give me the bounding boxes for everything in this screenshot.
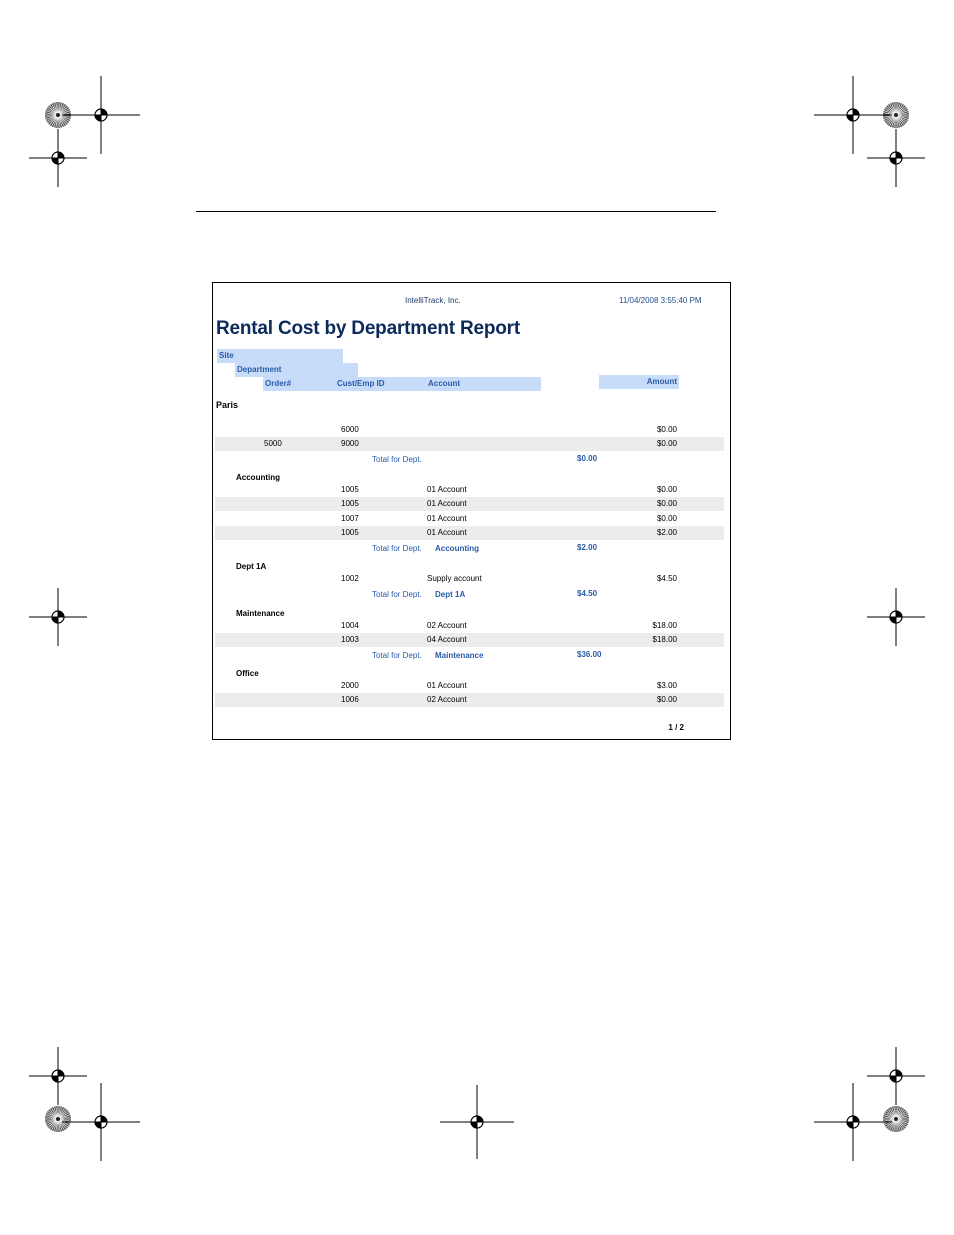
- cust-emp-id-cell: 2000: [341, 681, 359, 690]
- table-row: [215, 693, 724, 707]
- table-row: [215, 679, 724, 693]
- cust-emp-id-cell: 1005: [341, 499, 359, 508]
- header-rule: [196, 211, 716, 212]
- table-row: [215, 619, 724, 633]
- header-cust-emp-id: Cust/Emp ID: [335, 377, 426, 391]
- amount-cell: $0.00: [656, 499, 677, 508]
- cust-emp-id-cell: 9000: [341, 439, 359, 448]
- page-number: 1 / 2: [668, 723, 684, 732]
- total-amount: $0.00: [577, 454, 598, 463]
- registration-crosshair-icon: [62, 1083, 140, 1161]
- site-name: Paris: [216, 400, 239, 410]
- account-cell: 01 Account: [427, 528, 467, 537]
- amount-cell: $4.50: [656, 574, 677, 583]
- header-order: Order#: [263, 377, 335, 391]
- cust-emp-id-cell: 1005: [341, 485, 359, 494]
- total-amount: $36.00: [577, 650, 602, 659]
- report-title: Rental Cost by Department Report: [216, 318, 520, 339]
- total-label: Total for Dept.: [372, 544, 422, 553]
- registration-crosshair-icon: [440, 1085, 514, 1159]
- table-row: [215, 437, 724, 451]
- table-row: [215, 497, 724, 511]
- account-cell: 01 Account: [427, 514, 467, 523]
- total-dept-name: Dept 1A: [435, 590, 466, 599]
- header-amount: Amount: [599, 375, 679, 389]
- total-dept-name: Maintenance: [435, 651, 484, 660]
- amount-cell: $2.00: [656, 528, 677, 537]
- table-row: [215, 512, 724, 526]
- table-row: [215, 483, 724, 497]
- account-cell: 04 Account: [427, 635, 467, 644]
- amount-cell: $3.00: [656, 681, 677, 690]
- account-cell: 01 Account: [427, 681, 467, 690]
- cust-emp-id-cell: 1006: [341, 695, 359, 704]
- cust-emp-id-cell: 1004: [341, 621, 359, 630]
- account-cell: 01 Account: [427, 499, 467, 508]
- registration-crosshair-icon: [29, 129, 87, 187]
- registration-crosshair-icon: [814, 1083, 892, 1161]
- table-row: [215, 633, 724, 647]
- company-name: IntelliTrack, Inc.: [405, 296, 461, 305]
- cust-emp-id-cell: 1007: [341, 514, 359, 523]
- amount-cell: $0.00: [656, 439, 677, 448]
- registration-crosshair-icon: [29, 588, 87, 646]
- registration-crosshair-icon: [867, 588, 925, 646]
- department-name: Office: [236, 669, 259, 678]
- cust-emp-id-cell: 1002: [341, 574, 359, 583]
- department-name: Dept 1A: [236, 562, 267, 571]
- account-cell: 02 Account: [427, 621, 467, 630]
- total-label: Total for Dept.: [372, 651, 422, 660]
- amount-cell: $0.00: [656, 695, 677, 704]
- order-cell: 5000: [264, 439, 282, 448]
- amount-cell: $18.00: [652, 621, 677, 630]
- account-cell: 01 Account: [427, 485, 467, 494]
- registration-crosshair-icon: [867, 129, 925, 187]
- report-datetime: 11/04/2008 3:55:40 PM: [619, 296, 702, 305]
- cust-emp-id-cell: 6000: [341, 425, 359, 434]
- header-site: Site: [217, 349, 343, 363]
- account-cell: Supply account: [427, 574, 482, 583]
- department-name: Accounting: [236, 473, 280, 482]
- total-label: Total for Dept.: [372, 590, 422, 599]
- header-department: Department: [235, 363, 358, 377]
- cust-emp-id-cell: 1003: [341, 635, 359, 644]
- cust-emp-id-cell: 1005: [341, 528, 359, 537]
- amount-cell: $0.00: [656, 425, 677, 434]
- header-account: Account: [426, 377, 541, 391]
- amount-cell: $18.00: [652, 635, 677, 644]
- total-amount: $4.50: [577, 589, 598, 598]
- total-dept-name: Accounting: [435, 544, 479, 553]
- total-label: Total for Dept.: [372, 455, 422, 464]
- amount-cell: $0.00: [656, 514, 677, 523]
- report-page: [212, 282, 731, 740]
- amount-cell: $0.00: [656, 485, 677, 494]
- total-amount: $2.00: [577, 543, 598, 552]
- table-row: [215, 526, 724, 540]
- department-name: Maintenance: [236, 609, 285, 618]
- table-row: [215, 423, 724, 437]
- account-cell: 02 Account: [427, 695, 467, 704]
